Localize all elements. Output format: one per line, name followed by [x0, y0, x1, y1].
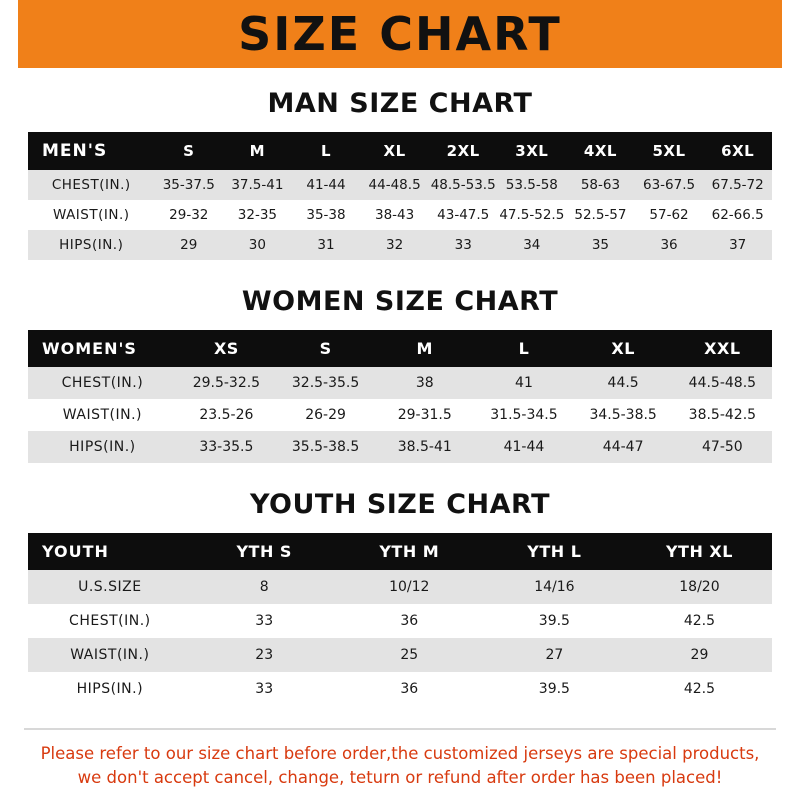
table-row — [28, 431, 772, 463]
cell: 38 — [415, 375, 434, 391]
cell: 39.5 — [538, 681, 570, 697]
col-header: 2XL — [446, 142, 480, 160]
cell: 36 — [400, 613, 419, 629]
cell: 29-32 — [169, 207, 209, 223]
col-header: YTH XL — [665, 542, 733, 561]
cell: 31.5-34.5 — [490, 407, 558, 423]
cell: 37.5-41 — [231, 177, 284, 193]
cell: 31 — [317, 237, 335, 253]
cell: 58-63 — [580, 177, 621, 193]
col-header: 6XL — [721, 142, 755, 160]
cell: 14/16 — [534, 579, 575, 595]
footer-line-2: we don't accept cancel, change, teturn or refund after order has been placed! — [77, 767, 723, 787]
cell: 44.5 — [607, 375, 639, 391]
cell: 62-66.5 — [711, 207, 764, 223]
section-title-women: WOMEN SIZE CHART — [241, 286, 559, 317]
cell: 37 — [729, 237, 747, 253]
cell: 29.5-32.5 — [192, 375, 261, 391]
cell: 33 — [255, 681, 274, 697]
table-row — [28, 604, 772, 638]
section-youth — [0, 489, 800, 706]
cell: 23 — [255, 647, 274, 663]
cell: 35-38 — [306, 207, 346, 223]
cell: 34.5-38.5 — [589, 407, 657, 423]
table-row — [28, 672, 772, 706]
table-youth — [28, 533, 772, 706]
cell: 42.5 — [683, 681, 716, 697]
header-banner — [0, 0, 800, 68]
cell: 30 — [248, 237, 266, 253]
cell: 53.5-58 — [505, 177, 558, 193]
cell: 44-48.5 — [368, 177, 421, 193]
table-row — [28, 367, 772, 399]
row-label: CHEST(IN.) — [51, 177, 131, 193]
cell: 38.5-41 — [397, 439, 452, 455]
table-header-row — [28, 533, 772, 570]
table-header-row — [28, 330, 772, 367]
row-label: WAIST(IN.) — [52, 207, 130, 223]
col-header: M — [416, 339, 433, 358]
col-header: XL — [611, 339, 635, 358]
col-header: L — [320, 142, 332, 160]
col-header: S — [183, 142, 195, 160]
col-header: YTH M — [379, 542, 440, 561]
cell: 33 — [255, 613, 274, 629]
cell: 29 — [690, 647, 709, 663]
cell: 32 — [386, 237, 404, 253]
col-header: S — [319, 339, 332, 358]
cell: 8 — [259, 579, 269, 595]
col-header: YOUTH — [42, 542, 109, 561]
cell: 35-37.5 — [162, 177, 215, 193]
banner-left-margin — [0, 0, 18, 68]
col-header: YTH S — [236, 542, 292, 561]
col-header: 3XL — [515, 142, 549, 160]
cell: 34 — [523, 237, 541, 253]
cell: 36 — [660, 237, 678, 253]
col-header: 4XL — [583, 142, 617, 160]
table-row — [28, 200, 772, 230]
cell: 48.5-53.5 — [430, 177, 496, 193]
banner-right-margin — [782, 0, 800, 68]
cell: 23.5-26 — [199, 407, 254, 423]
cell: 33-35.5 — [199, 439, 254, 455]
table-row — [28, 230, 772, 260]
cell: 42.5 — [683, 613, 716, 629]
cell: 57-62 — [649, 207, 689, 223]
row-label: U.S.SIZE — [78, 579, 142, 595]
table-row — [28, 570, 772, 604]
cell: 41 — [515, 375, 533, 391]
col-header: 5XL — [652, 142, 686, 160]
cell: 52.5-57 — [574, 207, 627, 223]
section-man — [0, 88, 800, 260]
cell: 47.5-52.5 — [499, 207, 565, 223]
table-women — [28, 330, 772, 463]
cell: 33 — [454, 237, 472, 253]
table-header-row — [28, 132, 772, 170]
col-header: L — [518, 339, 530, 358]
cell: 38.5-42.5 — [688, 407, 757, 423]
cell: 10/12 — [389, 579, 430, 595]
row-label: HIPS(IN.) — [69, 439, 136, 455]
row-label: WAIST(IN.) — [70, 647, 150, 663]
cell: 29-31.5 — [397, 407, 452, 423]
col-header: YTH L — [527, 542, 582, 561]
cell: 18/20 — [679, 579, 720, 595]
section-title-man: MAN SIZE CHART — [267, 88, 533, 119]
cell: 25 — [400, 647, 419, 663]
cell: 32-35 — [237, 207, 277, 223]
col-header: M — [249, 142, 266, 160]
footer-disclaimer — [24, 728, 776, 790]
row-label: HIPS(IN.) — [59, 237, 124, 253]
section-title-youth: YOUTH SIZE CHART — [249, 489, 551, 520]
cell: 35 — [591, 237, 610, 253]
table-man — [28, 132, 772, 260]
cell: 44.5-48.5 — [688, 375, 757, 391]
page-title: SIZE CHART — [238, 7, 562, 61]
cell: 41-44 — [503, 439, 545, 455]
cell: 32.5-35.5 — [291, 375, 360, 391]
col-header: XS — [213, 339, 239, 358]
col-header: XXL — [704, 339, 741, 358]
cell: 47-50 — [702, 439, 743, 455]
row-label: HIPS(IN.) — [76, 681, 144, 697]
cell: 36 — [400, 681, 419, 697]
row-label: WAIST(IN.) — [62, 407, 142, 423]
cell: 43-47.5 — [437, 207, 490, 223]
cell: 35.5-38.5 — [291, 439, 360, 455]
row-label: CHEST(IN.) — [69, 613, 151, 629]
col-header: WOMEN'S — [42, 339, 137, 358]
footer-line-1: Please refer to our size chart before order,the customized jerseys are special products, — [40, 744, 760, 763]
cell: 27 — [545, 647, 564, 663]
table-row — [28, 170, 772, 200]
cell: 41-44 — [306, 177, 346, 193]
col-header: XL — [383, 142, 406, 160]
cell: 26-29 — [305, 407, 346, 423]
cell: 38-43 — [374, 207, 415, 223]
cell: 63-67.5 — [642, 177, 696, 193]
section-women — [0, 286, 800, 463]
cell: 29 — [180, 237, 198, 253]
cell: 67.5-72 — [711, 177, 764, 193]
col-header: MEN'S — [42, 141, 108, 161]
table-row — [28, 638, 772, 672]
cell: 39.5 — [538, 613, 570, 629]
row-label: CHEST(IN.) — [61, 375, 144, 391]
cell: 44-47 — [602, 439, 644, 455]
table-row — [28, 399, 772, 431]
